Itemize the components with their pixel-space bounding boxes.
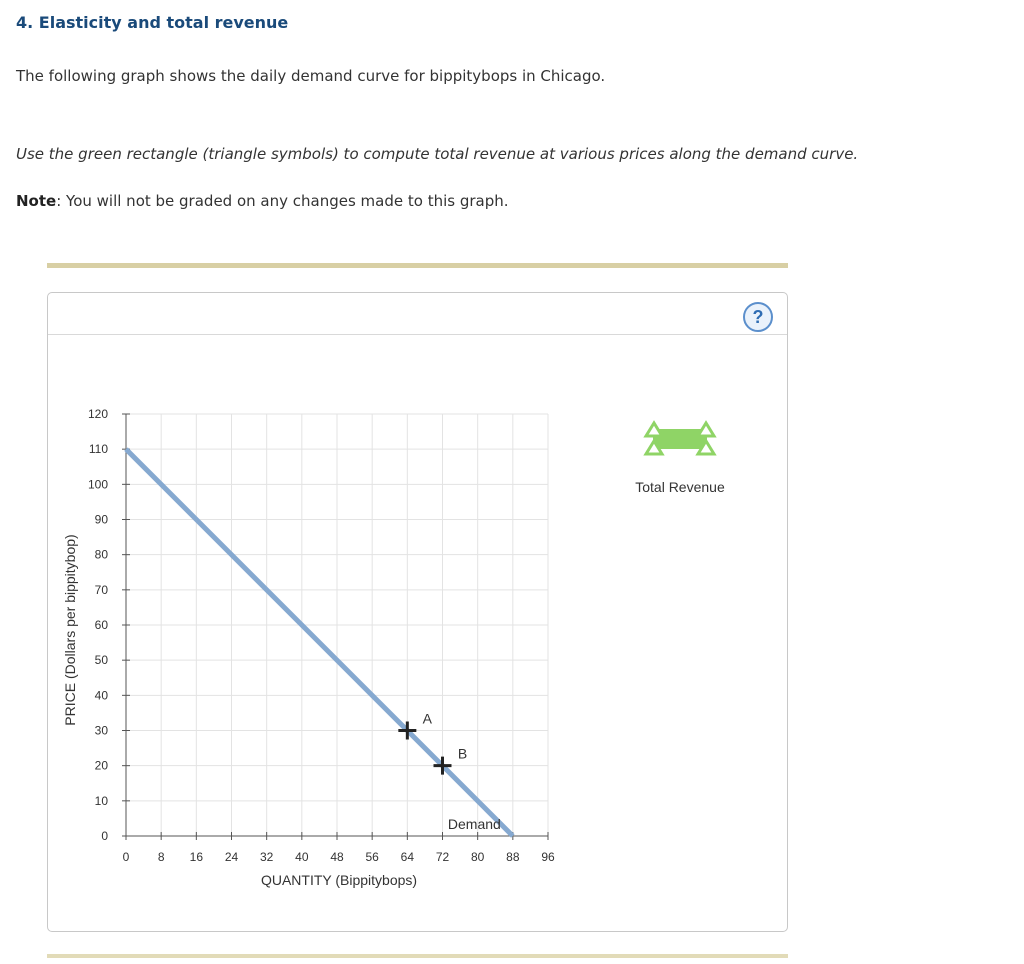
- x-tick-label: 16: [189, 850, 204, 864]
- x-tick-label: 96: [541, 850, 555, 864]
- y-tick-label: 70: [94, 582, 108, 597]
- y-tick-label: 0: [101, 829, 108, 843]
- y-tick-label: 30: [94, 723, 108, 738]
- y-tick-label: 120: [87, 407, 108, 421]
- y-tick-label: 50: [94, 653, 108, 668]
- x-tick-label: 48: [330, 850, 344, 864]
- note-body: : You will not be graded on any changes made to this graph.: [56, 192, 509, 210]
- note-label: Note: [16, 192, 57, 210]
- y-tick-label: 100: [87, 477, 108, 492]
- top-divider: [47, 263, 788, 268]
- y-tick-label: 20: [94, 758, 108, 773]
- x-tick-label: 88: [506, 850, 520, 864]
- instruction-text: Use the green rectangle (triangle symbols) to compute total revenue at various prices along the demand curve.: [16, 145, 859, 163]
- question-title: 4. Elasticity and total revenue: [16, 13, 289, 32]
- x-tick-label: 32: [259, 850, 274, 864]
- demand-curve-label: Demand: [447, 816, 501, 832]
- x-tick-label: 80: [470, 850, 485, 864]
- note-text: [16, 192, 509, 210]
- point-label-b: B: [457, 745, 468, 762]
- x-tick-label: 40: [295, 850, 309, 864]
- x-tick-label: 72: [435, 850, 450, 864]
- triangle-handle-icon[interactable]: [646, 423, 662, 436]
- total-revenue-label: Total Revenue: [635, 479, 725, 495]
- y-tick-label: 90: [94, 512, 108, 527]
- demand-curve: [126, 449, 513, 836]
- x-tick-label: 64: [400, 850, 415, 864]
- graph-panel: [47, 292, 788, 932]
- y-tick-label: 10: [94, 793, 108, 808]
- x-axis-title: QUANTITY (Bippitybops): [260, 872, 418, 888]
- point-label-a: A: [422, 710, 433, 727]
- help-button[interactable]: ?: [743, 302, 773, 332]
- demand-chart: [48, 293, 787, 931]
- x-tick-label: 8: [157, 850, 165, 864]
- y-tick-label: 80: [94, 547, 108, 562]
- x-tick-label: 56: [365, 850, 379, 864]
- y-tick-label: 60: [94, 618, 108, 632]
- y-axis-title: PRICE (Dollars per bippitybop): [62, 534, 78, 726]
- bottom-divider: [47, 954, 788, 958]
- x-tick-label: 24: [224, 850, 239, 864]
- x-tick-label: 0: [122, 850, 130, 864]
- y-tick-label: 40: [94, 688, 108, 703]
- intro-text: The following graph shows the daily demand curve for bippitybops in Chicago.: [16, 67, 606, 85]
- triangle-handle-icon[interactable]: [698, 423, 714, 436]
- y-tick-label: 110: [88, 442, 108, 457]
